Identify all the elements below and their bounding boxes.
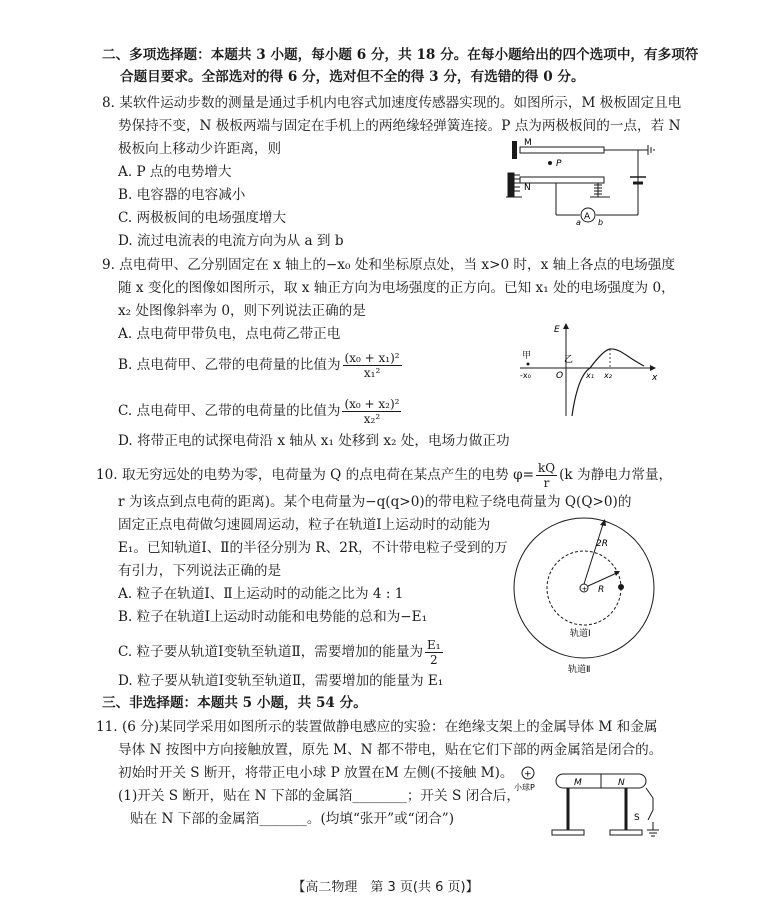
q8-capacitor-figure	[498, 135, 663, 225]
q9-label-x1: x₁	[586, 371, 594, 380]
q9-option-c-prefix: C. 点电荷甲、乙带的电荷量的比值为	[118, 403, 341, 419]
q9-line2: 随 x 变化的图像如图所示，取 x 轴正方向为电场强度的正方向。已知 x₁ 处的电场强度为 0，	[118, 280, 675, 296]
q10-label-orbit1: 轨道Ⅰ	[570, 629, 591, 639]
q11-label-ball: 小球P	[514, 783, 535, 792]
q10-label-plus: +	[581, 585, 588, 593]
q9-line3: x₂ 处图像斜率为 0，则下列说法正确的是	[118, 303, 366, 319]
q9-line1: 9. 点电荷甲、乙分别固定在 x 轴上的−x₀ 处和坐标原点处，当 x>0 时，x 轴上各点的电场强度	[102, 257, 675, 273]
q10-label-r: R	[598, 585, 605, 595]
q10-line1	[96, 461, 672, 490]
q9-label-x2: x₂	[604, 371, 612, 380]
q9-option-c-num: (x₀ + x₂)²	[344, 397, 400, 411]
q9-curve	[572, 349, 644, 416]
q10-line1-num: kQ	[538, 461, 556, 475]
spring-right	[590, 183, 610, 197]
q10-orbit-figure	[508, 490, 668, 680]
q9-option-b-fraction	[343, 351, 402, 380]
q11-induction-figure	[508, 764, 668, 844]
q10-option-c-prefix: C. 粒子要从轨道Ⅰ变轨至轨道Ⅱ，需要增加的能量为	[118, 644, 424, 660]
q10-line1-prefix: 10. 取无穷远处的电势为零，电荷量为 Q 的点电荷在某点产生的电势 φ=	[96, 467, 534, 483]
q8-label-ammeter: A	[584, 212, 591, 222]
q10-line3: 固定正点电荷做匀速圆周运动，粒子在轨道Ⅰ上运动时的动能为	[118, 517, 491, 533]
q9-label-yi: 乙	[564, 355, 574, 365]
q8-label-b: b	[598, 218, 604, 225]
q9-option-b-num: (x₀ + x₁)²	[344, 351, 400, 365]
q9-option-b	[118, 351, 404, 380]
q10-label-2r: 2R	[596, 539, 608, 549]
q10-line1-suffix: (k 为静电力常量，	[559, 467, 673, 483]
q11-line1: 11. (6 分)某同学采用如图所示的装置做静电感应的实验：在绝缘支架上的金属导体 M 和金属	[96, 719, 658, 735]
q10-option-b: B. 粒子在轨道Ⅰ上运动时动能和电势能的总和为−E₁	[118, 609, 428, 625]
q10-line5: 有引力，下列说法正确的是	[118, 563, 282, 579]
q11-line5: 贴在 N 下部的金属箔_______。(均填“张开”或“闭合”)	[130, 811, 455, 827]
q10-option-c-den: 2	[430, 653, 438, 667]
q10-option-c-num: E₁	[427, 638, 441, 652]
q9-label-jia: 甲	[522, 351, 532, 361]
q10-label-orbit2: 轨道Ⅱ	[568, 665, 591, 675]
q9-option-d: D. 将带正电的试探电荷沿 x 轴从 x₁ 处移到 x₂ 处，电场力做正功	[118, 433, 510, 449]
section3-header: 三、非选择题：本题共 5 小题，共 54 分。	[102, 695, 367, 711]
section2-header-line1: 二、多项选择题：本题共 3 小题，每小题 6 分，共 18 分。在每小题给出的四个选项中，有多项符	[102, 47, 699, 63]
q10-line1-den: r	[543, 476, 550, 490]
q8-option-b: B. 电容器的电容减小	[118, 187, 246, 203]
q11-line4: (1)开关 S 断开，贴在 N 下部的金属箔________；开关 S 闭合后，	[118, 788, 520, 804]
q8-option-c: C. 两极板间的电场强度增大	[118, 210, 287, 226]
q10-line4: E₁。已知轨道Ⅰ、Ⅱ的半径分别为 R、2R，不计带电粒子受到的万	[118, 540, 508, 556]
page-footer: 【高二物理 第 3 页(共 6 页)】	[292, 880, 479, 895]
q8-line2: 势保持不变，N 极板两端与固定在手机上的两绝缘轻弹簧连接。P 点为两极板间的一点，若 N	[118, 118, 681, 134]
q8-label-a: a	[576, 218, 581, 225]
q9-label-x: x	[652, 373, 658, 383]
q9-option-c-fraction	[342, 397, 401, 426]
q8-line3: 极板向上移动少许距离，则	[118, 141, 282, 157]
q10-particle	[618, 584, 624, 590]
q10-option-c	[118, 638, 445, 667]
q10-option-d: D. 粒子要从轨道Ⅰ变轨至轨道Ⅱ，需要增加的能量为 E₁	[118, 673, 444, 689]
q8-point-p	[548, 161, 552, 165]
q11-label-m: M	[574, 778, 582, 788]
q11-label-n: N	[618, 778, 625, 788]
q9-option-c	[118, 397, 403, 426]
q11-line3: 初始时开关 S 断开，将带正电小球 P 放置在M 左侧(不接触 M)。	[118, 765, 514, 781]
q9-option-a: A. 点电荷甲带负电，点电荷乙带正电	[118, 326, 341, 342]
q11-label-plus: +	[524, 769, 532, 780]
q8-label-m: M	[524, 138, 532, 148]
q11-line2: 导体 N 按图中方向接触放置，原先 M、N 都不带电，贴在它们下部的两金属箔是闭合的。	[118, 742, 663, 758]
q9-label-e: E	[554, 325, 560, 335]
q8-label-n: N	[524, 183, 531, 193]
q8-option-d: D. 流过电流表的电流方向为从 a 到 b	[118, 233, 344, 249]
q9-option-b-prefix: B. 点电荷甲、乙带的电荷量的比值为	[118, 357, 341, 373]
q9-label-neg-x0: -x₀	[520, 371, 531, 380]
q9-option-c-den: x₂²	[363, 412, 381, 426]
q10-option-c-fraction	[425, 638, 443, 667]
q8-line1: 8. 某软件运动步数的测量是通过手机内电容式加速度传感器实现的。如图所示，M 极板固定且电	[102, 95, 682, 111]
q9-label-o: O	[556, 371, 564, 381]
q9-option-b-den: x₁²	[363, 366, 381, 380]
section2-header-line2: 合题目要求。全部选对的得 6 分，选对但不全的得 3 分，有选错的得 0 分。	[120, 69, 585, 85]
q8-label-p: P	[556, 159, 562, 169]
q10-line1-fraction	[536, 461, 557, 490]
q8-option-a: A. P 点的电势增大	[118, 164, 232, 180]
q10-option-a: A. 粒子在轨道Ⅰ、Ⅱ上运动时的动能之比为 4 : 1	[118, 586, 404, 602]
q10-line2: r 为该点到点电荷的距离)。某个电荷量为−q(q>0)的带电粒子绕电荷量为 Q(Q>0)的	[118, 494, 632, 510]
q9-field-graph	[516, 318, 661, 422]
q11-label-s: S	[634, 813, 640, 823]
